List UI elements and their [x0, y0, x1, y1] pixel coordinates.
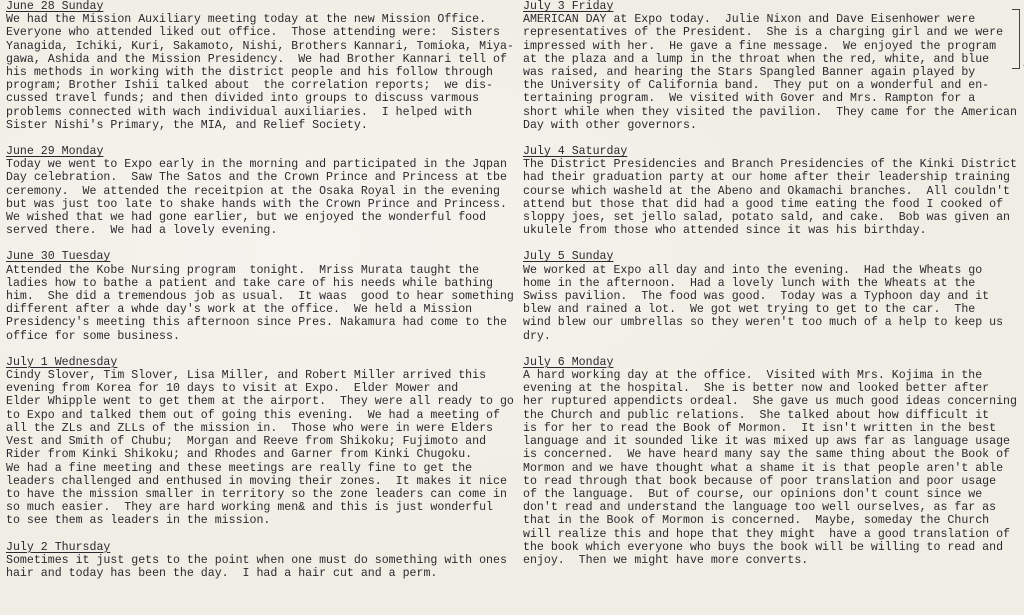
entry-text-line: Mormon and we have thought what a shame it is that people aren't able: [523, 461, 1004, 475]
entry-date: July 2 Thursday: [6, 540, 111, 554]
entry-text-line: sloppy joes, set jello salad, potato sald, and cake. Bob was given an: [523, 211, 1011, 225]
entry-text-line: leaders challenged and enthused in moving their zones. It makes it nice: [6, 474, 507, 488]
entry-text-line: had their graduation party at our home after their leadership training: [523, 171, 1011, 185]
entry-text-line: Yanagida, Ichiki, Kuri, Sakamoto, Nishi, Brothers Kannari, Tomioka, Miya-: [6, 39, 514, 53]
entry-text-line: Everyone who attended liked out office. Those attending were: Sisters: [6, 26, 500, 40]
entry-text-line: Day celebration. Saw The Satos and the Crown Prince and Princess at tbe: [6, 171, 507, 185]
entry-text-line: was raised, and hearing the Stars Spangled Banner again played by: [523, 66, 976, 80]
entry-text-line: program; Brother Ishii talked about the correlation reports; we dis-: [6, 79, 494, 93]
entry-text-line: evening at the hospital. She is better now and looked better after: [523, 382, 990, 396]
entry-text-line: AMERICAN DAY at Expo today. Julie Nixon and Dave Eisenhower were: [523, 13, 976, 27]
entry-text-line: to Expo and talked them out of going this evening. We had a meeting of: [6, 408, 500, 422]
entry-text-line: her ruptured appendicts ordeal. She gave us much good ideas concerning: [523, 395, 1017, 409]
journal-entry: [6, 343, 514, 528]
entry-text-line: Attended the Kobe Nursing program tonight. Mriss Murata taught the: [6, 263, 480, 277]
entry-spacer: [6, 132, 511, 145]
entry-text-line: ukulele from those who attended since it was his birthday.: [523, 224, 927, 238]
entry-text-line: Rider from Kinki Shikoku; and Rhodes and Garner from Kinki Chugoku.: [6, 448, 473, 462]
entry-date: July 6 Monday: [523, 355, 614, 369]
entry-text-line: We had a fine meeting and these meetings are really fine to get the: [6, 461, 473, 475]
entry-text-line: Sometimes it just gets to the point when one must do something with ones: [6, 553, 507, 567]
entry-text-line: all the ZLs and ZLLs of the mission in. Those who were in were Elders: [6, 421, 494, 435]
entry-text-line: home in the afternoon. Had a lovely lunch with the Wheats at the: [523, 276, 976, 290]
entry-text-line: at the plaza and a lump in the throat when the red, white, and blue: [523, 52, 990, 66]
entry-date: July 5 Sunday: [523, 250, 614, 264]
entry-spacer: [6, 343, 511, 356]
entry-text-line: We had the Mission Auxiliary meeting today at the new Mission Office.: [6, 13, 487, 27]
entry-text-line: ceremony. We attended the receitpion at the Osaka Royal in the evening: [6, 184, 500, 198]
entry-text-line: cussed travel funds; and then divided into groups to discuss varmous: [6, 92, 480, 106]
entry-text-line: different after a whde day's work at the office. We held a Mission: [6, 303, 473, 317]
entry-text-line: hair and today has been the day. I had a hair cut and a perm.: [6, 566, 438, 580]
journal-entry: [523, 343, 1021, 567]
entry-text-line: A hard working day at the office. Visited with Mrs. Kojima in the: [523, 369, 983, 383]
entry-text-line: don't read and understand the language too well ourselves, as far as: [523, 501, 997, 515]
entry-text-line: office for some business.: [6, 329, 180, 343]
entry-text-line: served there. We had a lovely evening.: [6, 224, 278, 238]
entry-text-line: dry.: [523, 329, 551, 343]
entry-text-line: We worked at Expo all day and into the evening. Had the Wheats go: [523, 263, 983, 277]
entry-text-line: will realize this and hope that they might have a good translation of: [523, 527, 1011, 541]
entry-text-line: course which washeld at the Abeno and Okamachi branches. All couldn't: [523, 184, 1011, 198]
entry-spacer: [6, 528, 511, 541]
entry-text-line: short while when they visited the pavilion. They came for the American: [523, 105, 1017, 119]
entry-spacer: [6, 237, 511, 250]
entry-text-line: Day with other governors.: [523, 118, 697, 132]
journal-entry: [6, 132, 511, 237]
entry-text-line: representatives of the President. She is a charging girl and we were: [523, 26, 1004, 40]
journal-entry: [6, 528, 511, 581]
entry-text-line: gawa, Ashida and the Mission Presidency. We had Brother Kannari tell of: [6, 52, 507, 66]
entry-text-line: language and it sounded like it was mixed up aws far as language usage: [523, 435, 1011, 449]
entry-text-line: Vest and Smith of Chubu; Morgan and Reeve from Shikoku; Fujimoto and: [6, 435, 487, 449]
entry-spacer: [523, 237, 1021, 250]
entry-date: July 1 Wednesday: [6, 355, 118, 369]
journal-entry: [523, 132, 1021, 237]
entry-text-line: him. She did a tremendous job as usual. It waas good to hear something: [6, 290, 514, 304]
entry-text-line: of the language. But of course, our opinions don't count since we: [523, 487, 983, 501]
entry-date: June 29 Monday: [6, 145, 104, 159]
entry-text-line: Elder Whipple went to get them at the airport. They were all ready to go: [6, 395, 514, 409]
entry-text-line: We wished that we had gone earlier, but we enjoyed the wonderful food: [6, 211, 487, 225]
entry-text-line: impressed with her. He gave a fine message. We enjoyed the program: [523, 39, 997, 53]
entry-date: July 4 Saturday: [523, 145, 628, 159]
entry-text-line: Presidency's meeting this afternoon since Pres. Nakamura had come to the: [6, 316, 507, 330]
entry-date: July 3 Friday: [523, 0, 614, 13]
entry-text-line: so much easier. They are hard working men& and this is just wonderful: [6, 501, 494, 515]
entry-text-line: ladies how to bathe a patient and take care of his needs while bathing: [6, 276, 494, 290]
entry-text-line: Cindy Slover, Tim Slover, Lisa Miller, and Robert Miller arrived this: [6, 369, 487, 383]
entry-text-line: The District Presidencies and Branch Presidencies of the Kinki District: [523, 158, 1017, 172]
entry-text-line: the book which everyone who buys the book will be willing to read and: [523, 540, 1004, 554]
entry-text-line: tertaining program. We visited with Gover and Mrs. Rampton for a: [523, 92, 976, 106]
entry-text-line: to read through that book because of poor translation and poor usage: [523, 474, 997, 488]
entry-text-line: wind blew our umbrellas so they weren't too much of a help to keep us: [523, 316, 1004, 330]
entry-text-line: the University of California band. They put on a wonderful and en-: [523, 79, 990, 93]
entry-spacer: [523, 132, 1021, 145]
entry-date: June 30 Tuesday: [6, 250, 111, 264]
entry-text-line: is concerned. We have heard many say the same thing about the Book of: [523, 448, 1011, 462]
entry-text-line: the Church and public relations. She talked about how difficult it: [523, 408, 990, 422]
entry-text-line: is for her to read the Book of Mormon. It isn't written in the best: [523, 421, 997, 435]
entry-text-line: Swiss pavilion. The food was good. Today was a Typhoon day and it: [523, 290, 990, 304]
entry-text-line: enjoy. Then we might have more converts.: [523, 553, 809, 567]
entry-text-line: Sister Nishi's Primary, the MIA, and Relief Society.: [6, 118, 368, 132]
journal-entry: [523, 237, 1021, 342]
entry-text-line: his methods in working with the district people and his follow through: [6, 66, 494, 80]
entry-date: June 28 Sunday: [6, 0, 104, 13]
journal-entry: [6, 0, 514, 132]
entry-text-line: Today we went to Expo early in the morning and participated in the Jqpan: [6, 158, 507, 172]
entry-text-line: evening from Korea for 10 days to visit at Expo. Elder Mower and: [6, 382, 459, 396]
entry-text-line: blew and rained a lot. We got wet trying to get to the car. The: [523, 303, 976, 317]
entry-text-line: to see them as leaders in the mission.: [6, 514, 271, 528]
entry-text-line: that in the Book of Mormon is concerned. Maybe, someday the Church: [523, 514, 990, 528]
entry-text-line: to have the mission smaller in territory so the zone leaders can come in: [6, 487, 507, 501]
entry-text-line: problems connected with wach individual auxiliaries. I helped with: [6, 105, 473, 119]
journal-entry: [6, 237, 514, 343]
right-column: [523, 0, 1021, 615]
entry-spacer: [523, 343, 1021, 356]
entry-text-line: attend but those that did had a good time eating the food I cooked of: [523, 197, 1004, 211]
entry-text-line: but was just too late to shake hands with the Crown Prince and Princess.: [6, 197, 507, 211]
journal-entry: [523, 0, 1021, 132]
left-column: [6, 0, 514, 615]
